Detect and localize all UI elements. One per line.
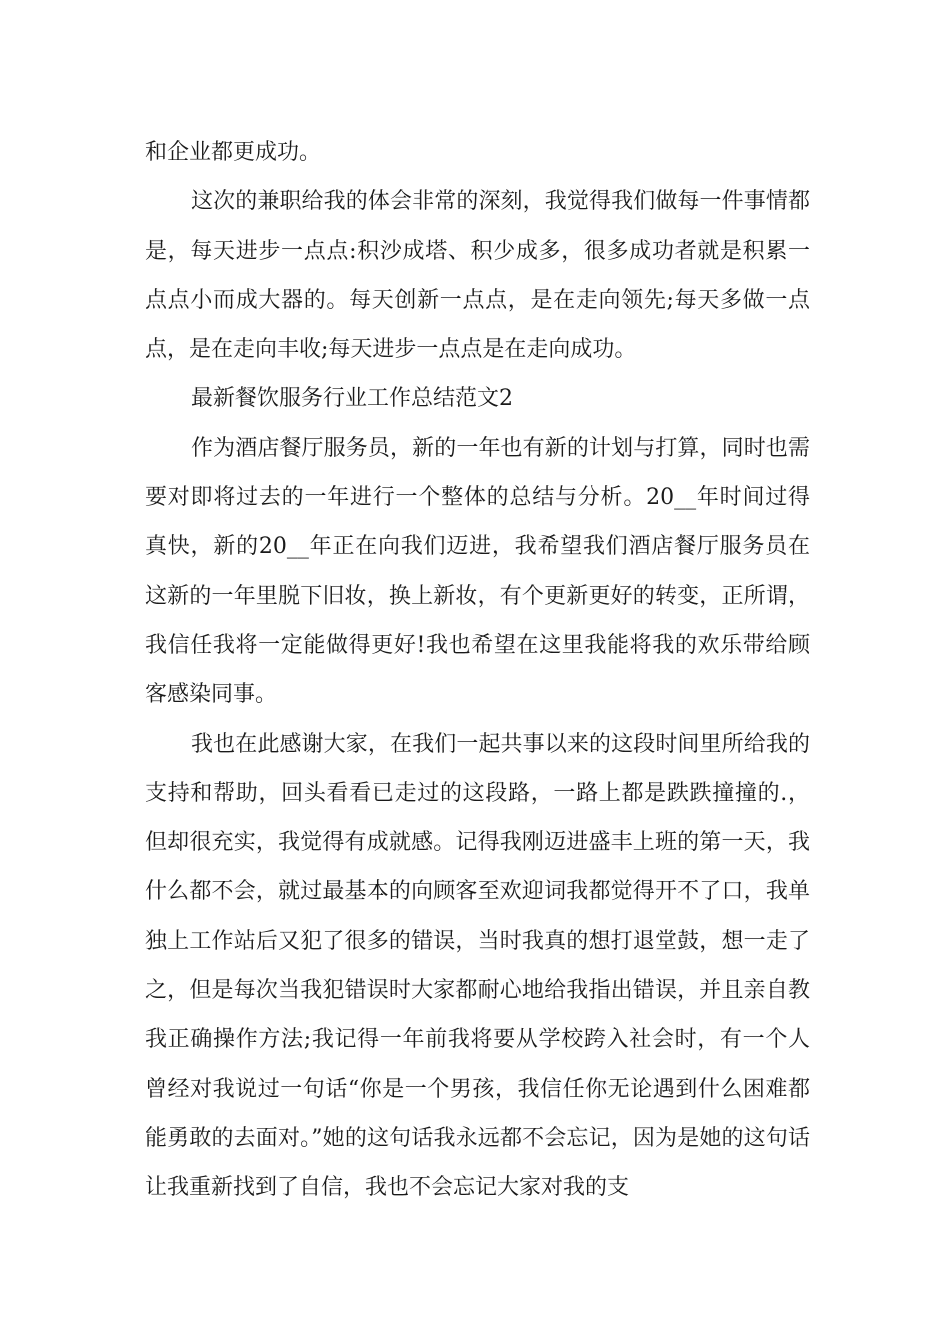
document-body [145, 128, 810, 1213]
paragraph-part-time-experience: 这次的兼职给我的体会非常的深刻，我觉得我们做每一件事情都是，每天进步一点点:积沙成塔、积少成多，很多成功者就是积累一点点小而成大器的。每天创新一点点，是在走向领先;每天多做一点点，是在走向丰收;每天进步一点点是在走向成功。 [145, 189, 810, 363]
paragraph-restaurant-waiter-plan: 作为酒店餐厅服务员，新的一年也有新的计划与打算，同时也需要对即将过去的一年进行一个整体的总结与分析。20__年时间过得真快，新的20__年正在向我们迈进，我希望我们酒店餐厅服务员在这新的一年里脱下旧妆，换上新妆，有个更新更好的转变，正所谓，我信任我将一定能做得更好!我也希望在这里我能将我的欢乐带给顾客感染同事。 [145, 435, 810, 708]
section-heading: 最新餐饮服务行业工作总结范文2 [191, 386, 513, 412]
paragraph-continuation: 和企业都更成功。 [145, 140, 322, 165]
paragraph-thanks-to-colleagues: 我也在此感谢大家，在我们一起共事以来的这段时间里所给我的支持和帮助，回头看看已走过的这段路，一路上都是跌跌撞撞的.，但却很充实，我觉得有成就感。记得我刚迈进盛丰上班的第一天，我什么都不会，就过最基本的向顾客至欢迎词我都觉得开不了口，我单独上工作站后又犯了很多的错误，当时我真的想打退堂鼓，想一走了之，但是每次当我犯错误时大家都耐心地给我指出错误，并且亲自教我正确操作方法;我记得一年前我将要从学校跨入社会时，有一个人曾经对我说过一句话“你是一个男孩，我信任你无论遇到什么困难都能勇敢的去面对。”她的这句话我永远都不会忘记，因为是她的这句话让我重新找到了自信，我也不会忘记大家对我的支 [145, 731, 810, 1201]
